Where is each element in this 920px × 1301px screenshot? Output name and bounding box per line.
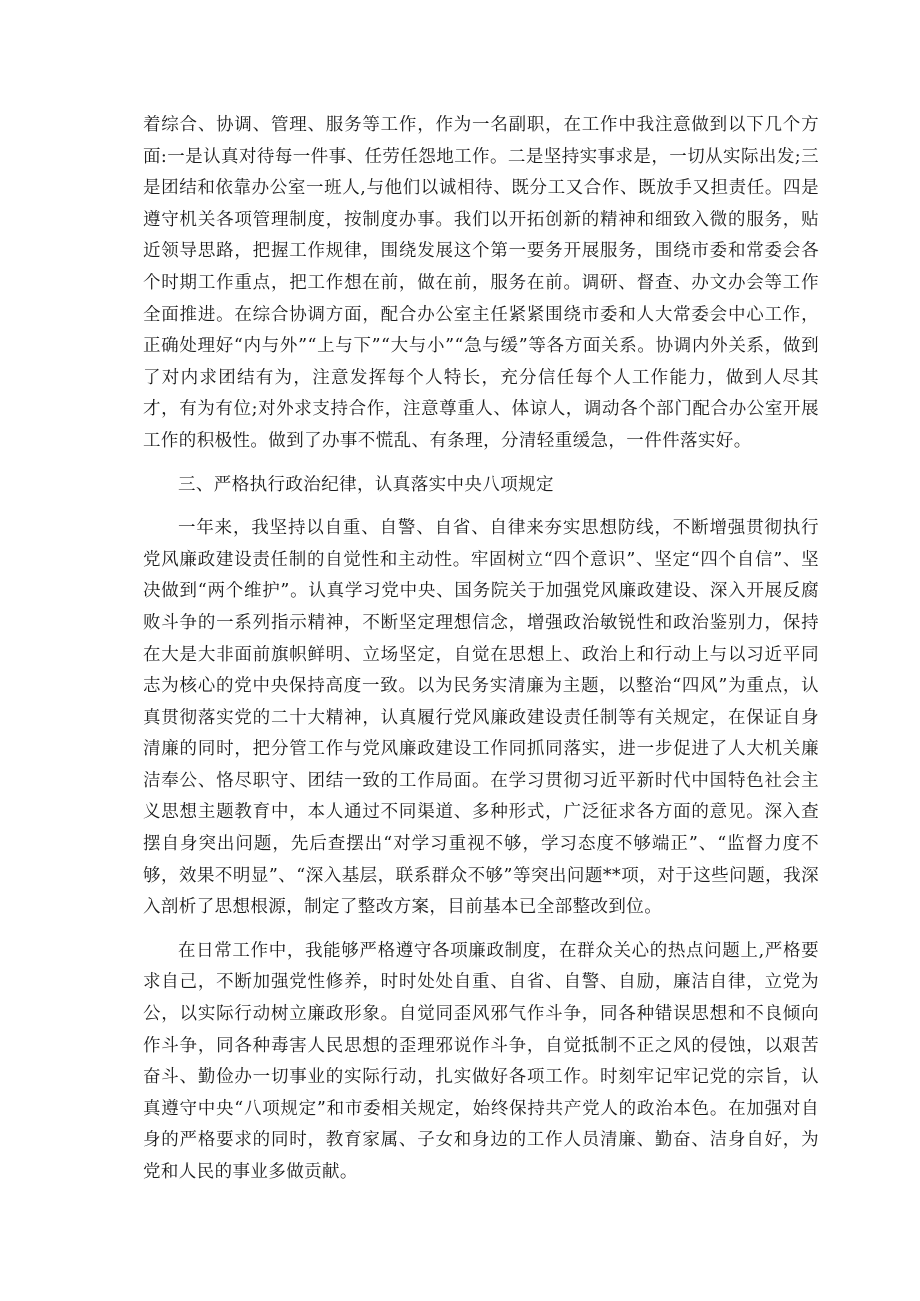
document-body <box>143 110 819 1189</box>
section-heading-3: 三、严格执行政治纪律，认真落实中央八项规定 <box>178 474 554 495</box>
paragraph-daily-work: 在日常工作中，我能够严格遵守各项廉政制度，在群众关心的热点问题上,严格要求自己，不断加强党性修养，时时处处自重、自省、自警、自励，廉洁自律，立党为公，以实际行动树立廉政形象。自觉同歪风邪气作斗争，同各种错误思想和不良倾向作斗争，同各种毒害人民思想的歪理邪说作斗争，自觉抵制不正之风的侵蚀，以艰苦奋斗、勤俭办一切事业的实际行动，扎实做好各项工作。时刻牢记牢记党的宗旨，认真遵守中央“八项规定”和市委相关规定，始终保持共产党人的政治本色。在加强对自身的严格要求的同时，教育家属、子女和身边的工作人员清廉、勤奋、洁身自好，为党和人民的事业多做贡献。 <box>143 940 819 1182</box>
paragraph-continued: 着综合、协调、管理、服务等工作，作为一名副职，在工作中我注意做到以下几个方面:一是认真对待每一件事、任劳任怨地工作。二是坚持实事求是，一切从实际出发;三是团结和依靠办公室一班人,与他们以诚相待、既分工又合作、既放手又担责任。四是遵守机关各项管理制度，按制度办事。我们以开拓创新的精神和细致入微的服务，贴近领导思路，把握工作规律，围绕发展这个第一要务开展服务，围绕市委和常委会各个时期工作重点，把工作想在前，做在前，服务在前。调研、督查、办文办会等工作全面推进。在综合协调方面，配合办公室主任紧紧围绕市委和人大常委会中心工作，正确处理好“内与外”“上与下”“大与小”“急与缓”等各方面关系。协调内外关系，做到了对内求团结有为，注意发挥每个人特长，充分信任每个人工作能力，做到人尽其才，有为有位;对外求支持合作，注意尊重人、体谅人，调动各个部门配合办公室开展工作的积极性。做到了办事不慌乱、有条理，分清轻重缓急，一件件落实好。 <box>143 115 819 451</box>
paragraph-political-discipline: 一年来，我坚持以自重、自警、自省、自律来夯实思想防线，不断增强贯彻执行党风廉政建设责任制的自觉性和主动性。牢固树立“四个意识”、坚定“四个自信”、坚决做到“两个维护”。认真学习党中央、国务院关于加强党风廉政建设、深入开展反腐败斗争的一系列指示精神，不断坚定理想信念，增强政治敏锐性和政治鉴别力，保持在大是大非面前旗帜鲜明、立场坚定，自觉在思想上、政治上和行动上与以习近平同志为核心的党中央保持高度一致。以为民务实清廉为主题，以整治“四风”为重点，认真贯彻落实党的二十大精神，认真履行党风廉政建设责任制等有关规定，在保证自身清廉的同时，把分管工作与党风廉政建设工作同抓同落实，进一步促进了人大机关廉洁奉公、恪尽职守、团结一致的工作局面。在学习贯彻习近平新时代中国特色社会主义思想主题教育中，本人通过不同渠道、多种形式，广泛征求各方面的意见。深入查摆自身突出问题，先后查摆出“对学习重视不够，学习态度不够端正”、“监督力度不够，效果不明显”、“深入基层，联系群众不够”等突出问题**项，对于这些问题，我深入剖析了思想根源，制定了整改方案，目前基本已全部整改到位。 <box>143 518 819 918</box>
